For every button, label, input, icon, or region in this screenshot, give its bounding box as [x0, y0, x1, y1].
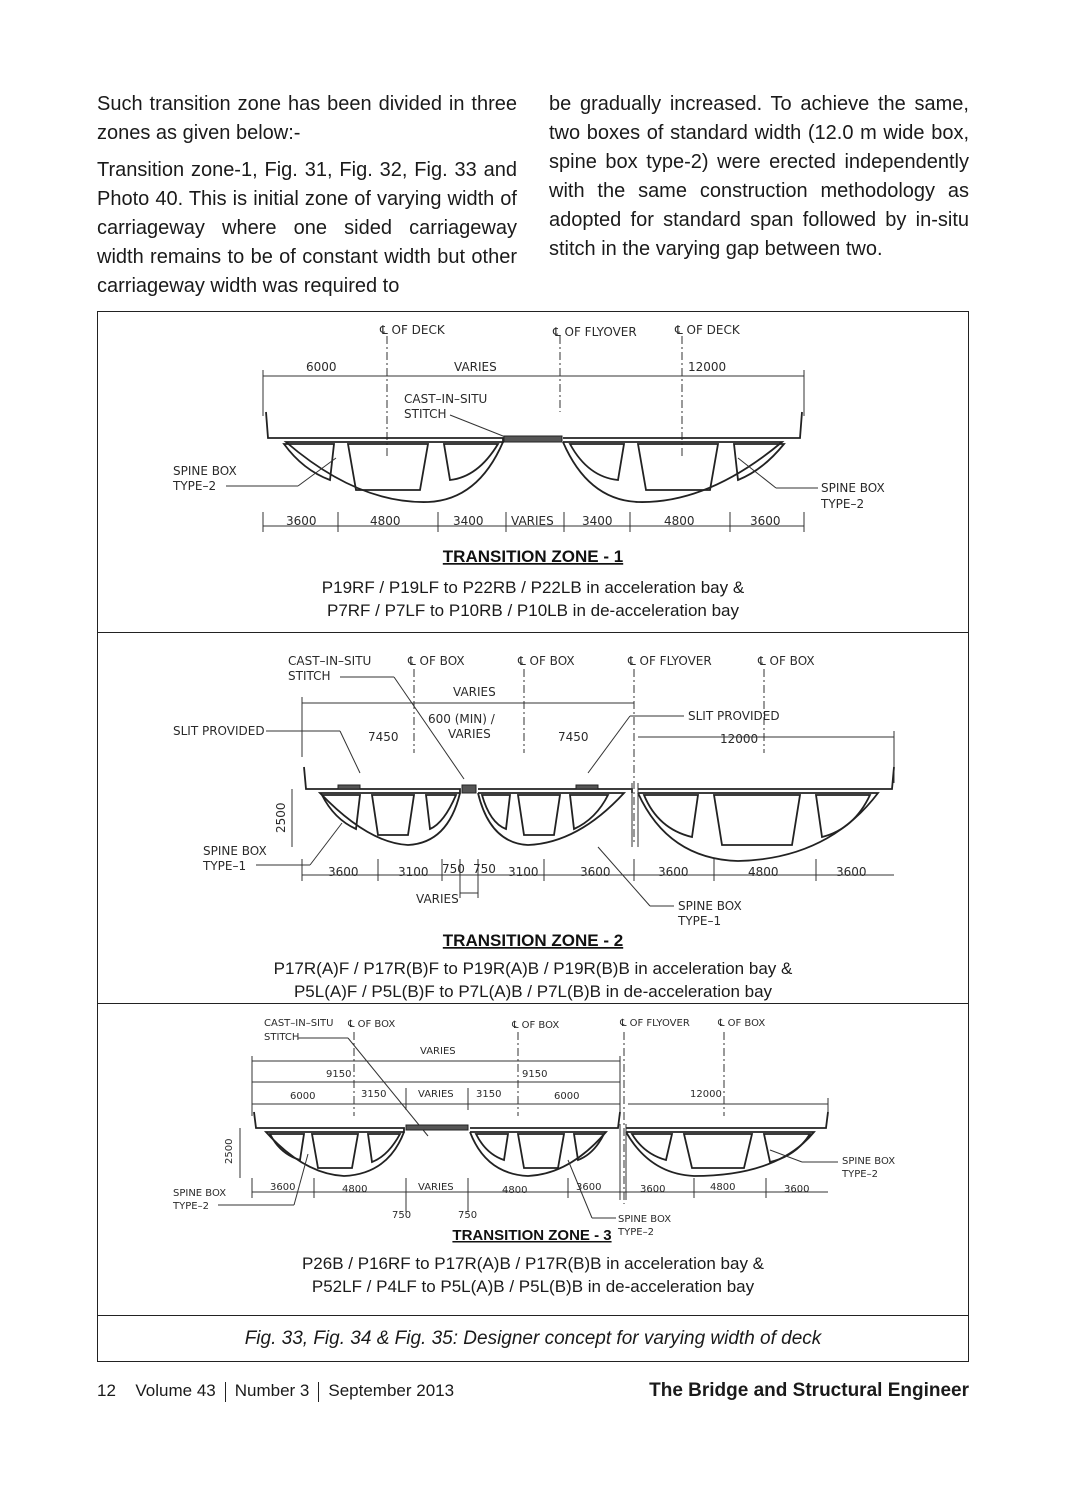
panel-title: TRANSITION ZONE - 1	[442, 547, 624, 566]
description-line: P7RF / P7LF to P10RB / P10LB in de-acceleration bay	[326, 601, 739, 620]
dim-label: 4800	[710, 1182, 736, 1193]
dim-label: 6000	[306, 360, 337, 374]
panel-description	[98, 957, 968, 1003]
stitch-label: CAST–IN–SITU	[288, 654, 372, 668]
depth-label: 2500	[224, 1138, 235, 1164]
dim-label: 9150	[522, 1069, 548, 1080]
dim-label: 9150	[326, 1069, 352, 1080]
divider	[318, 1382, 319, 1402]
spine-box-label: TYPE–1	[203, 859, 247, 873]
stitch-label: STITCH	[264, 1032, 300, 1043]
dim-label: 3600	[784, 1184, 810, 1195]
slit-label: SLIT PROVIDED	[688, 709, 780, 723]
spine-box-label: TYPE–2	[618, 1227, 654, 1238]
cl-box-label: ℄ OF BOX	[348, 1019, 396, 1030]
dim-label: 6000	[554, 1091, 580, 1102]
cl-deck-label: ℄ OF DECK	[675, 323, 740, 337]
dim-label: 4800	[664, 514, 695, 528]
description-line: P19RF / P19LF to P22RB / P22LB in acceleration bay &	[321, 578, 745, 597]
panel-title: TRANSITION ZONE - 2	[442, 931, 624, 950]
panel-description	[98, 1252, 968, 1298]
dim-label: VARIES	[418, 1182, 454, 1193]
dim-label: VARIES	[418, 1089, 454, 1100]
panel-description	[98, 576, 968, 622]
dim-label: 750	[442, 862, 465, 876]
spine-box-label: SPINE BOX	[173, 1188, 227, 1199]
dim-label: VARIES	[453, 685, 496, 699]
dim-label: 3100	[398, 865, 429, 879]
cl-box-label: ℄ OF BOX	[518, 654, 575, 668]
panel-title: TRANSITION ZONE - 3	[452, 1227, 612, 1244]
spine-box-label: SPINE BOX	[678, 899, 742, 913]
dim-label: 3600	[576, 1182, 602, 1193]
dim-label: 3600	[286, 514, 317, 528]
dim-label: VARIES	[416, 892, 459, 906]
dim-label: 4800	[370, 514, 401, 528]
dim-label: 4800	[748, 865, 779, 879]
footer-issue-info	[97, 1381, 454, 1402]
depth-label: 2500	[274, 802, 288, 833]
drawing-transition-zone-2	[98, 633, 968, 1004]
dim-label: 4800	[502, 1185, 528, 1196]
spine-box-label: SPINE BOX	[842, 1156, 896, 1167]
stitch-label: STITCH	[288, 669, 331, 683]
dim-label: VARIES	[511, 514, 554, 528]
figure-panel-transition-zone-2	[98, 633, 968, 1004]
divider	[225, 1382, 226, 1402]
dim-label: 3600	[580, 865, 611, 879]
spine-box-label: TYPE–1	[678, 914, 722, 928]
spine-box-label: SPINE BOX	[618, 1214, 672, 1225]
cl-flyover-label: ℄ OF FLYOVER	[553, 325, 637, 339]
dim-label: 600 (MIN) /	[428, 712, 495, 726]
dim-label: 3400	[582, 514, 613, 528]
spine-box-label: TYPE–2	[821, 497, 865, 511]
dim-label: 3600	[328, 865, 359, 879]
dim-label: 750	[458, 1210, 478, 1221]
spine-box-label: SPINE BOX	[203, 844, 267, 858]
dim-label: 12000	[688, 360, 727, 374]
dim-label: 3150	[476, 1089, 502, 1100]
paragraph: Transition zone-1, Fig. 31, Fig. 32, Fig. 33 and Photo 40. This is initial zone of varying width of carriageway where one sided carriageway width remains to be of constant width but other carriageway width was required to	[97, 159, 517, 297]
paragraph: be gradually increased. To achieve the same, two boxes of standard width (12.0 m wide box, spine box type-2) were erected independently with the same construction methodology as adopted for standard span followed by in-situ stitch in the varying gap between two.	[549, 93, 969, 260]
spine-box-label: TYPE–2	[173, 479, 217, 493]
description-line: P52LF / P4LF to P5L(A)B / P5L(B)B in de-acceleration bay	[311, 1277, 755, 1296]
dim-label: 7450	[368, 730, 399, 744]
cl-deck-label: ℄ OF DECK	[380, 323, 445, 337]
dim-label: 750	[392, 1210, 412, 1221]
spine-box-label: TYPE–2	[173, 1201, 209, 1212]
stitch-label: CAST–IN–SITU	[264, 1018, 334, 1029]
figure-panel-transition-zone-1	[98, 312, 968, 633]
dim-label: VARIES	[448, 727, 491, 741]
dim-label: 3400	[453, 514, 484, 528]
dim-label: 12000	[720, 732, 759, 746]
dim-label: 6000	[290, 1091, 316, 1102]
spine-box-label: SPINE BOX	[173, 464, 237, 478]
text-column-right	[549, 90, 969, 272]
spine-box-label: SPINE BOX	[821, 481, 885, 495]
dim-label: 3600	[836, 865, 867, 879]
dim-label: VARIES	[420, 1046, 456, 1057]
issue-date: September 2013	[328, 1381, 455, 1400]
dim-label: 750	[473, 862, 496, 876]
dim-label: 3600	[640, 1184, 666, 1195]
journal-name: The Bridge and Structural Engineer	[649, 1380, 969, 1401]
dim-label: 3600	[658, 865, 689, 879]
description-line: P17R(A)F / P17R(B)F to P19R(A)B / P19R(B)B in acceleration bay &	[273, 959, 793, 978]
cl-box-label: ℄ OF BOX	[718, 1018, 766, 1029]
figure-frame	[97, 311, 969, 1362]
slit-label: SLIT PROVIDED	[173, 724, 265, 738]
dim-label: 12000	[690, 1089, 722, 1100]
cl-box-label: ℄ OF BOX	[758, 654, 815, 668]
text-column-left	[97, 90, 517, 309]
description-line: P26B / P16RF to P17R(A)B / P17R(B)B in acceleration bay &	[301, 1254, 765, 1273]
dim-label: 3100	[508, 865, 539, 879]
page-footer	[97, 1378, 969, 1406]
cl-box-label: ℄ OF BOX	[512, 1020, 560, 1031]
dim-label: 3600	[270, 1182, 296, 1193]
figure-panel-transition-zone-3	[98, 1004, 968, 1316]
dim-label: 7450	[558, 730, 589, 744]
dim-label: 3600	[750, 514, 781, 528]
dim-label: VARIES	[454, 360, 497, 374]
paragraph: Such transition zone has been divided in three zones as given below:-	[97, 93, 517, 144]
cl-flyover-label: ℄ OF FLYOVER	[620, 1018, 690, 1029]
page-number: 12	[97, 1381, 116, 1400]
cl-flyover-label: ℄ OF FLYOVER	[628, 654, 712, 668]
cl-box-label: ℄ OF BOX	[408, 654, 465, 668]
dim-label: 4800	[342, 1184, 368, 1195]
dim-label: 3150	[361, 1089, 387, 1100]
issue-number: Number 3	[234, 1381, 310, 1400]
stitch-label: STITCH	[404, 407, 447, 421]
figure-caption: Fig. 33, Fig. 34 & Fig. 35: Designer concept for varying width of deck	[244, 1328, 822, 1349]
description-line: P5L(A)F / P5L(B)F to P7L(A)B / P7L(B)B in de-acceleration bay	[293, 982, 773, 1001]
spine-box-label: TYPE–2	[842, 1169, 878, 1180]
stitch-label: CAST–IN–SITU	[404, 392, 488, 406]
volume: Volume 43	[135, 1381, 216, 1400]
